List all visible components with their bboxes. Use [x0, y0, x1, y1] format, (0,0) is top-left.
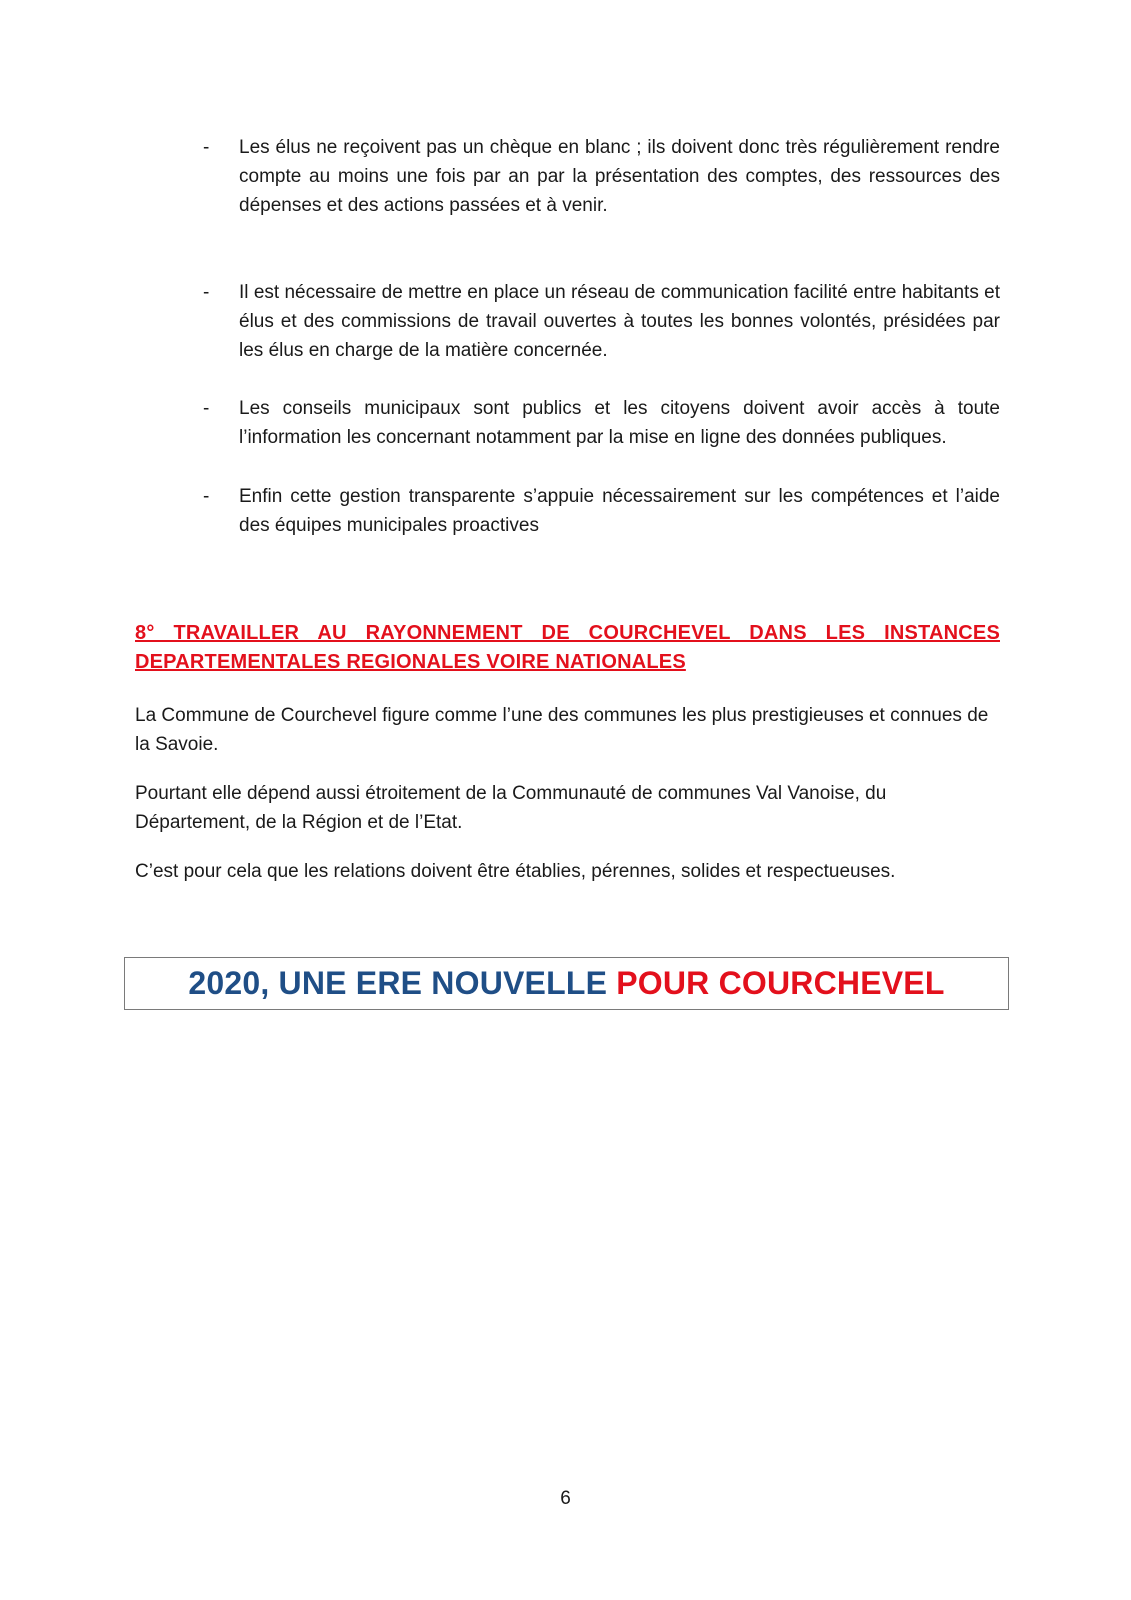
slogan-part-blue: 2020, UNE ERE NOUVELLE	[188, 965, 608, 1001]
bullet-text: Les élus ne reçoivent pas un chèque en blanc ; ils doivent donc très régulièrement rendre compte au moins une fois par an par la présentation des comptes, des ressources des dépenses et des actions passées et à venir.	[239, 137, 1000, 216]
bullet-dash: -	[203, 398, 210, 419]
paragraph: La Commune de Courchevel figure comme l’une des communes les plus prestigieuses et connues de la Savoie.	[135, 705, 989, 755]
paragraph: C’est pour cela que les relations doivent être établies, pérennes, solides et respectueuses.	[135, 861, 896, 882]
bullet-text: Enfin cette gestion transparente s’appuie nécessairement sur les compétences et l’aide des équipes municipales proactives	[239, 486, 1000, 536]
page-number: 6	[560, 1488, 571, 1509]
bullet-dash: -	[203, 282, 210, 303]
bullet-text: Les conseils municipaux sont publics et les citoyens doivent avoir accès à toute l’information les concernant notamment par la mise en ligne des données publiques.	[239, 398, 1000, 448]
section-heading: 8° TRAVAILLER AU RAYONNEMENT DE COURCHEVEL DANS LES INSTANCES DEPARTEMENTALES REGIONALES VOIRE NATIONALES	[135, 622, 1000, 673]
slogan-box	[124, 957, 1009, 1010]
bullet-dash: -	[203, 137, 210, 158]
slogan-part-red: POUR COURCHEVEL	[616, 965, 945, 1001]
bullet-text: Il est nécessaire de mettre en place un réseau de communication facilité entre habitants et élus et des commissions de travail ouvertes à toutes les bonnes volontés, présidées par les élus en charge de la matière concernée.	[239, 282, 1000, 361]
bullet-dash: -	[203, 486, 210, 507]
paragraph: Pourtant elle dépend aussi étroitement de la Communauté de communes Val Vanoise, du Département, de la Région et de l’Etat.	[135, 783, 887, 833]
